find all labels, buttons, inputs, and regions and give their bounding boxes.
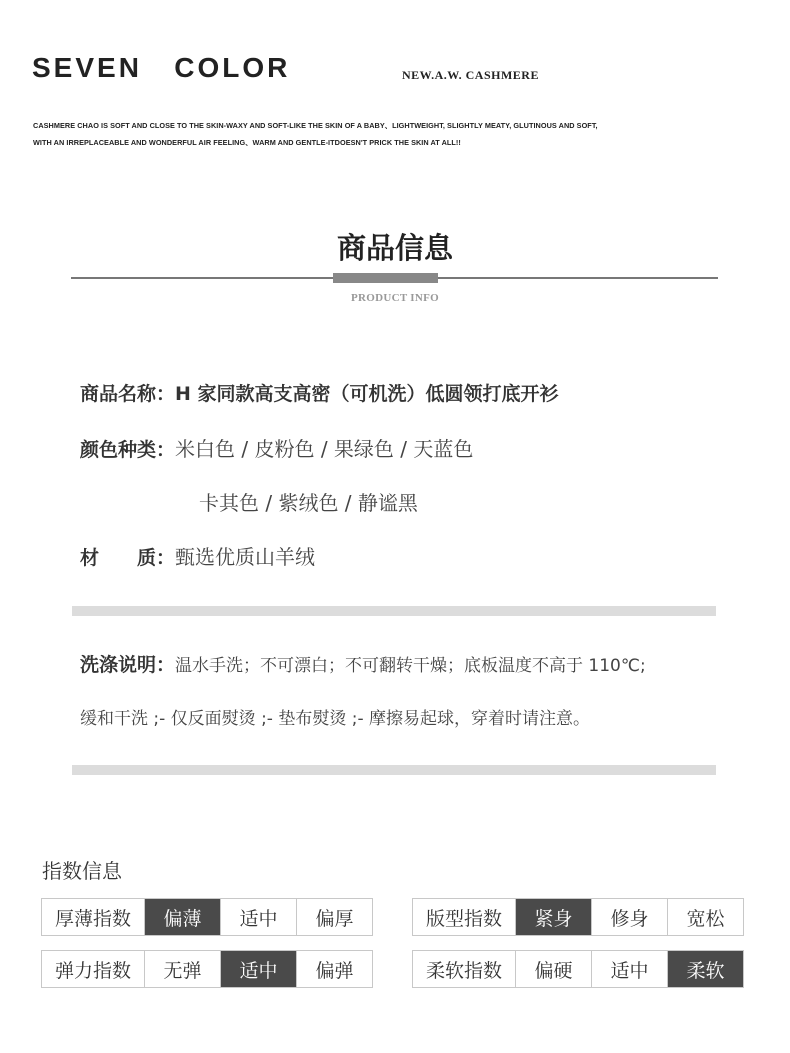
index-option-thickness-thin: 偏薄 [144, 899, 220, 935]
index-option-softness-soft: 柔软 [667, 951, 743, 987]
index-option-elasticity-high: 偏弹 [296, 951, 372, 987]
index-option-fit-slim: 修身 [591, 899, 667, 935]
product-name-row [80, 379, 559, 406]
index-label-fit: 版型指数 [425, 907, 502, 930]
index-option-elasticity-none: 无弹 [144, 951, 220, 987]
index-option-fit-tight: 紧身 [515, 899, 591, 935]
brand-title: SEVEN COLOR [32, 52, 291, 83]
brand-subtitle: NEW.A.W. CASHMERE [402, 68, 539, 82]
index-option-softness-hard: 偏硬 [515, 951, 591, 987]
product-name-label: 商品名称： [80, 383, 176, 405]
wash-value-line-2: 缓和干洗 ;- 仅反面熨烫 ;- 垫布熨烫 ;- 摩擦易起球，穿着时请注意。 [80, 709, 591, 729]
product-name-value: H 家同款高支高密（可机洗）低圆领打底开衫 [175, 383, 559, 405]
color-row [80, 433, 473, 462]
title-accent-bar [333, 273, 438, 283]
section-title: 商品信息 [336, 231, 453, 265]
material-row [80, 541, 315, 570]
wash-value-line-1: 温水手洗；不可漂白；不可翻转干燥；底板温度不高于 110℃; [175, 656, 646, 676]
index-table-softness [412, 950, 744, 988]
separator-bar [72, 765, 716, 775]
index-title: 指数信息 [42, 859, 122, 883]
index-option-softness-medium: 适中 [591, 951, 667, 987]
index-table-elasticity [41, 950, 373, 988]
index-table-fit [412, 898, 744, 936]
brand-description-line-1: CASHMERE CHAO IS SOFT AND CLOSE TO THE SKIN-WAXY AND SOFT-LIKE THE SKIN OF A BABY、LIGHTWEIGHT, SLIGHTLY MEATY, GLUTINOUS AND SOFT, [33, 121, 598, 130]
wash-label: 洗涤说明： [80, 654, 176, 676]
index-option-thickness-medium: 适中 [220, 899, 296, 935]
section-subtitle: PRODUCT INFO [350, 292, 440, 304]
wash-row [80, 650, 646, 677]
color-values-line-1: 米白色 / 皮粉色 / 果绿色 / 天蓝色 [175, 437, 474, 461]
index-label-thickness: 厚薄指数 [54, 907, 131, 930]
color-values-line-2: 卡其色 / 紫绒色 / 静谧黑 [199, 491, 418, 515]
index-label-softness: 柔软指数 [425, 959, 502, 982]
index-option-elasticity-medium: 适中 [220, 951, 296, 987]
separator-bar [72, 606, 716, 616]
brand-description-line-2: WITH AN IRREPLACEABLE AND WONDERFUL AIR FEELING、WARM AND GENTLE-ITDOESN'T PRICK THE SKIN AT ALL!! [33, 138, 461, 147]
index-option-fit-loose: 宽松 [667, 899, 743, 935]
color-label: 颜色种类： [80, 439, 176, 461]
material-value: 甄选优质山羊绒 [175, 545, 316, 569]
material-label: 材 质： [80, 547, 176, 569]
index-table-thickness [41, 898, 373, 936]
index-label-elasticity: 弹力指数 [54, 959, 131, 982]
index-option-thickness-thick: 偏厚 [296, 899, 372, 935]
